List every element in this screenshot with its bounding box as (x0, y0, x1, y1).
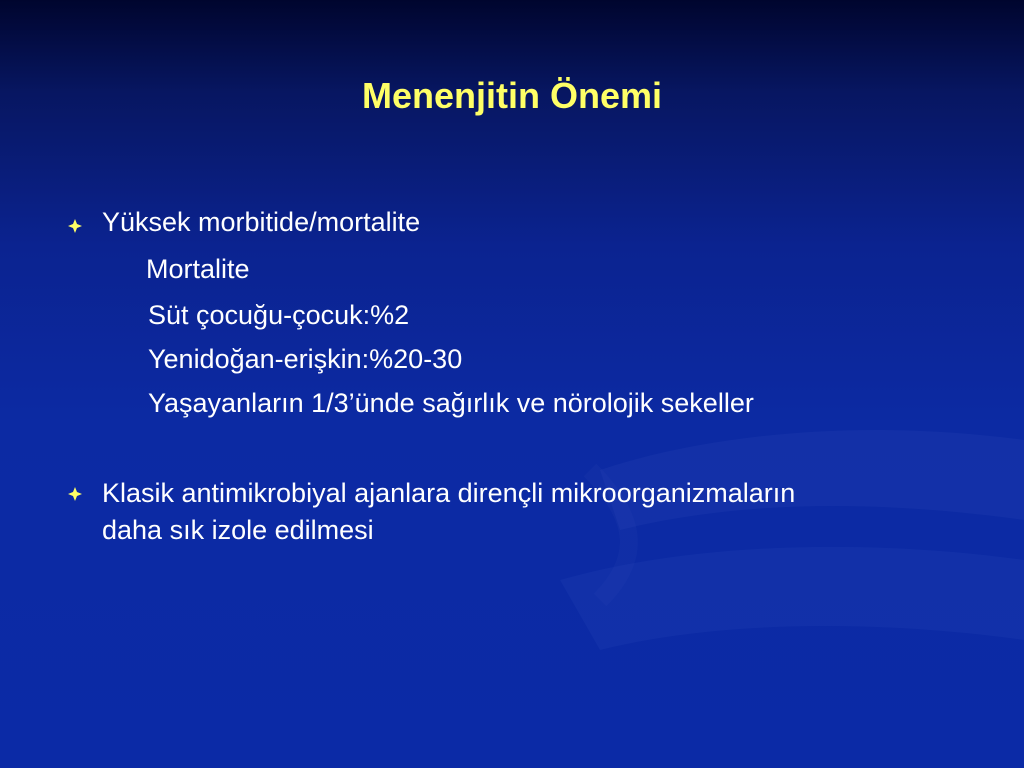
bullet-2-line-2: daha sık izole edilmesi (102, 515, 374, 545)
sub-line-yasayanlarin: Yaşayanların 1/3’ünde sağırlık ve nörolojik sekeller (148, 388, 754, 418)
sub-line-mortalite: Mortalite (146, 254, 250, 284)
bullet-1-text: Yüksek morbitide/mortalite (102, 207, 421, 237)
sub-line-sut-cocugu: Süt çocuğu-çocuk:%2 (148, 300, 410, 330)
sub-line-yenidogan: Yenidoğan-erişkin:%20-30 (148, 344, 463, 374)
diamond-bullet-icon (67, 486, 83, 502)
slide-title: Menenjitin Önemi (361, 75, 663, 116)
diamond-bullet-icon (67, 218, 83, 234)
bullet-2-line-1: Klasik antimikrobiyal ajanlara dirençli mikroorganizmaların (102, 478, 796, 508)
